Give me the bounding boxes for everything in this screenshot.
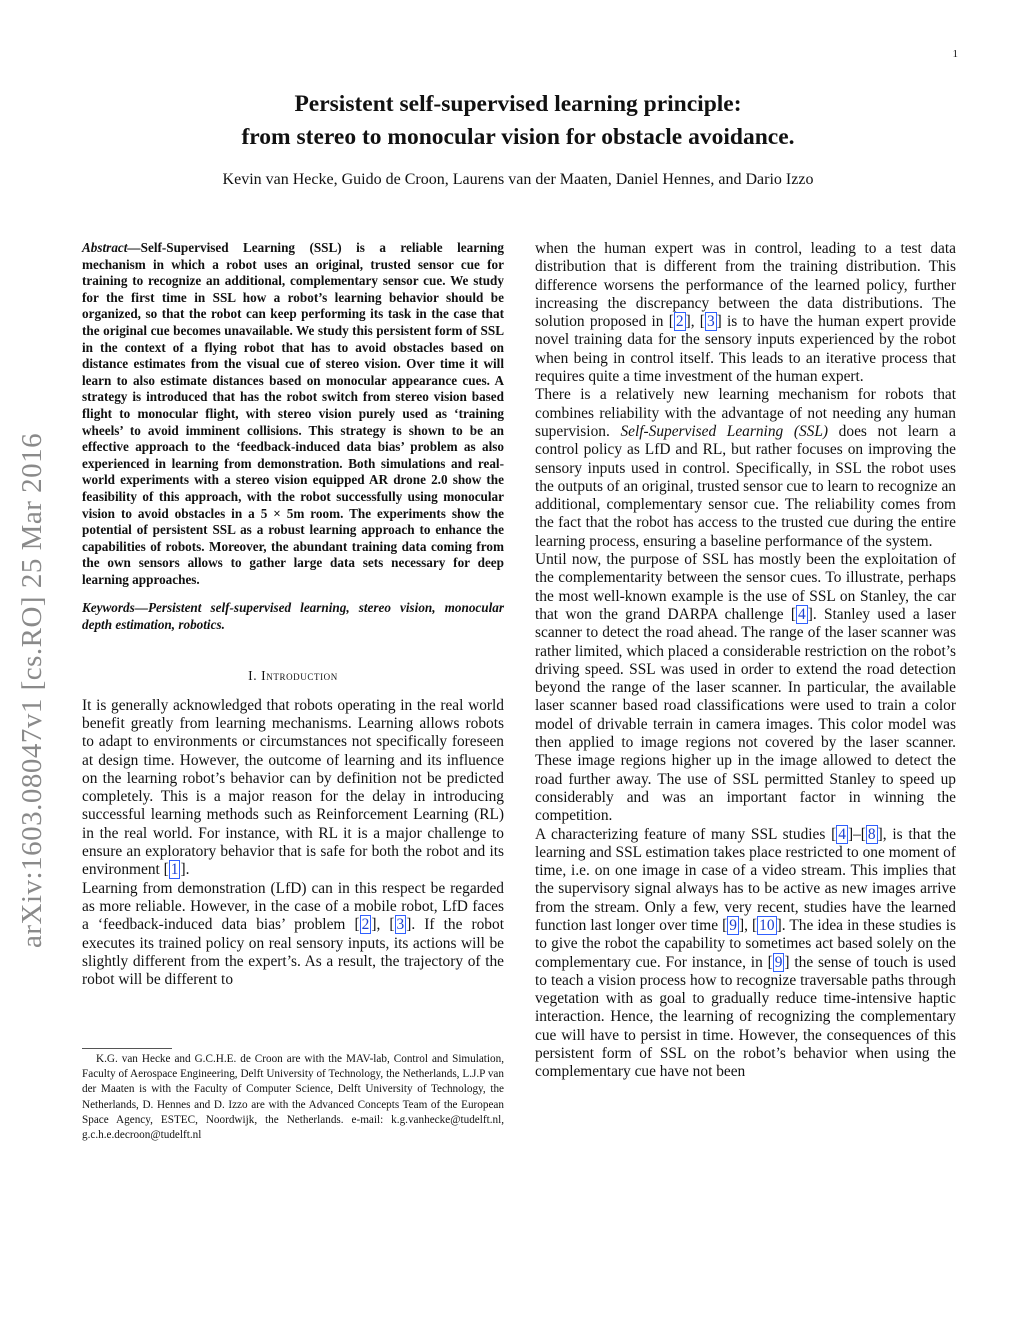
- title-line-2: from stereo to monocular vision for obstacle avoidance.: [241, 124, 795, 150]
- title-line-1: Persistent self-supervised learning principle:: [294, 91, 742, 117]
- citation-link[interactable]: 3: [396, 916, 405, 934]
- right-paragraph-2: There is a relatively new learning mechanism for robots that combines reliability with the advantage of not needing any human supervision. Self-Supervised Learning (SSL) does not learn a control policy as LfD and RL, but rather focuses on improving the sensory inputs used in control. Specifically, in SSL the robot uses the outputs of an original, trusted sensor cue to learn to recognize an additional, complementary sensor cue. The reliability comes from the fact that the robot has access to the trusted cue during the entire learning process, ensuring a baseline performance of the system.: [535, 386, 956, 550]
- citation-link[interactable]: 4: [798, 605, 806, 623]
- abstract-label: Abstract—: [82, 240, 141, 255]
- citation-link[interactable]: 2: [361, 916, 370, 934]
- citation-link[interactable]: 10: [759, 916, 775, 934]
- affiliation-footnote: K.G. van Hecke and G.C.H.E. de Croon are with the MAV-lab, Control and Simulation, Faculty of Aerospace Engineering, Delft University of Technology, the Netherlands, L.J.P van der Maaten is with the Faculty of Computer Science, Delft University of Technology, the Netherlands, D. Hennes and D. Izzo are with the Advanced Concepts Team of the European Space Agency, ESTEC, Noordwijk, the Netherlands. e-mail: k.g.vanhecke@tudelft.nl, g.c.h.e.decroon@tudelft.nl: [82, 1053, 504, 1142]
- author-list: Kevin van Hecke, Guido de Croon, Laurens van der Maaten, Daniel Hennes, and Dario Izzo: [222, 171, 814, 188]
- page-number: 1: [952, 48, 958, 60]
- intro-paragraph-2: Learning from demonstration (LfD) can in this respect be regarded as more reliable. However, in the case of a mobile robot, LfD faces a ‘feedback-induced data bias’ problem [ 2 ], [ 3 ]. If the robot executes its trained policy on real sensory inputs, its actions will be slightly different from the expert’s. As a result, the trajectory of the robot will be different to: [82, 879, 504, 989]
- citation-link[interactable]: 4: [838, 825, 846, 843]
- abstract-text: Self-Supervised Learning (SSL) is a reliable learning mechanism in which a robot uses an original, trusted sensor cue for training to recognize an additional, complementary sensor cue. We study for the first time in SSL how a robot’s learning behavior should be organized, so that the robot can keep performing its task in the case that the original cue becomes unavailable. We study this persistent form of SSL in the context of a flying robot that has to avoid obstacles based on distance estimates from the visual cue of stereo vision. Over time it will learn to also estimate distances based on monocular appearance cues. A strategy is introduced that has the robot switch from stereo vision based flight to monocular flight, with stereo vision purely used as ‘training wheels’ to avoid imminent collisions. This strategy is shown to be an effective approach to the ‘feedback-induced data bias’ problem as also experienced in learning from demonstration. Both simulations and real-world experiments with a stereo vision equipped AR drone 2.0 show the feasibility of this approach, with the robot successfully using monocular vision to avoid obstacles in a 5 × 5m room. The experiments show the potential of persistent SSL as a robust learning approach to enhance the capabilities of robots. Moreover, the abundant training data coming from the own sensors allows to gather large data sets necessary for deep learning approaches.: [82, 240, 504, 587]
- intro-paragraph-1: It is generally acknowledged that robots operating in the real world benefit greatly from learning mechanisms. Learning allows robots to adapt to environments or circumstances not specifically foreseen at design time. However, the outcome of learning and its influence on the learning robot’s behavior can by definition not be predicted completely. This is a major reason for the delay in introducing successful learning methods such as Reinforcement Learning (RL) in the real world. For instance, with RL it is a major challenge to ensure an exploratory behavior that is safe for both the robot and its environment [ 1 ].: [82, 696, 504, 879]
- paper-title: [80, 88, 956, 154]
- left-column: [82, 240, 504, 989]
- citation-link[interactable]: 2: [675, 313, 684, 331]
- keywords-text: Persistent self-supervised learning, stereo vision, monocular depth estimation, robotics.: [82, 600, 504, 633]
- keywords-label: Keywords—: [82, 600, 148, 616]
- right-paragraph-1: when the human expert was in control, leading to a test data distribution that is different from the training distribution. This difference worsens the performance of the learned policy, further increasing the discrepancy between the data distributions. The solution proposed in [ 2 ], [ 3 ] is to have the human expert provide novel training data for the sensory inputs experienced by the robot when being in control itself. This leads to an iterative process that requires quite a time investment of the human expert.: [535, 240, 956, 386]
- section-title: Introduction: [261, 667, 338, 683]
- section-heading: [82, 668, 504, 684]
- keywords: [82, 600, 504, 633]
- section-number: I.: [248, 667, 258, 683]
- abstract: [82, 240, 504, 588]
- right-column: [535, 240, 956, 1082]
- right-paragraph-3: Until now, the purpose of SSL has mostly been the exploitation of the complementarity between the sensor cues. To illustrate, perhaps the most well-known example is the use of SSL on Stanley, the car that won the grand DARPA challenge [ 4 ]. Stanley used a laser scanner to detect the road ahead. The range of the laser scanner was rather limited, which placed a considerable restriction on the robot’s driving speed. SSL was used in order to extend the road detection beyond the range of the laser scanner. In particular, the available laser scanner based road classifications were used to train a color model of drivable terrain in camera images. This color model was then applied to image regions not covered by the laser scanner. These image regions higher up in the image allowed to detect the road further away. The use of SSL permitted Stanley to speed up considerably and was an important factor in winning the competition.: [535, 551, 956, 825]
- arxiv-stamp: arXiv:1603.08047v1 [cs.RO] 25 Mar 2016: [16, 432, 48, 948]
- footnote-divider: [82, 1048, 172, 1049]
- citation-link[interactable]: 9: [774, 953, 783, 971]
- citation-link[interactable]: 8: [867, 825, 876, 843]
- right-paragraph-4: A characterizing feature of many SSL studies [ 4 ]–[ 8 ], is that the learning and SSL estimation takes place restricted to one moment of time, i.e. on one image in case of a video stream. This implies that the supervisory signal always has to be active as new images arrive from the stream. Only a few, very recent, studies have the learned function last longer over time [ 9 ], [ 10 ]. The idea in these studies is to give the robot the capability to sometimes act based solely on the complementary cue. For instance, in [ 9 ] the sense of touch is used to teach a vision process how to recognize traversable paths through vegetation with as goal to gradually reduce time-intensive haptic interaction. Hence, the learning of recognizing the complementary cue will have to persist in time. However, the consequences of this persistent form of SSL on the robot’s behavior when using the complementary cue have not been: [535, 825, 957, 1081]
- citation-link[interactable]: 1: [170, 861, 179, 879]
- citation-link[interactable]: 3: [706, 313, 715, 331]
- citation-link[interactable]: 9: [729, 916, 737, 934]
